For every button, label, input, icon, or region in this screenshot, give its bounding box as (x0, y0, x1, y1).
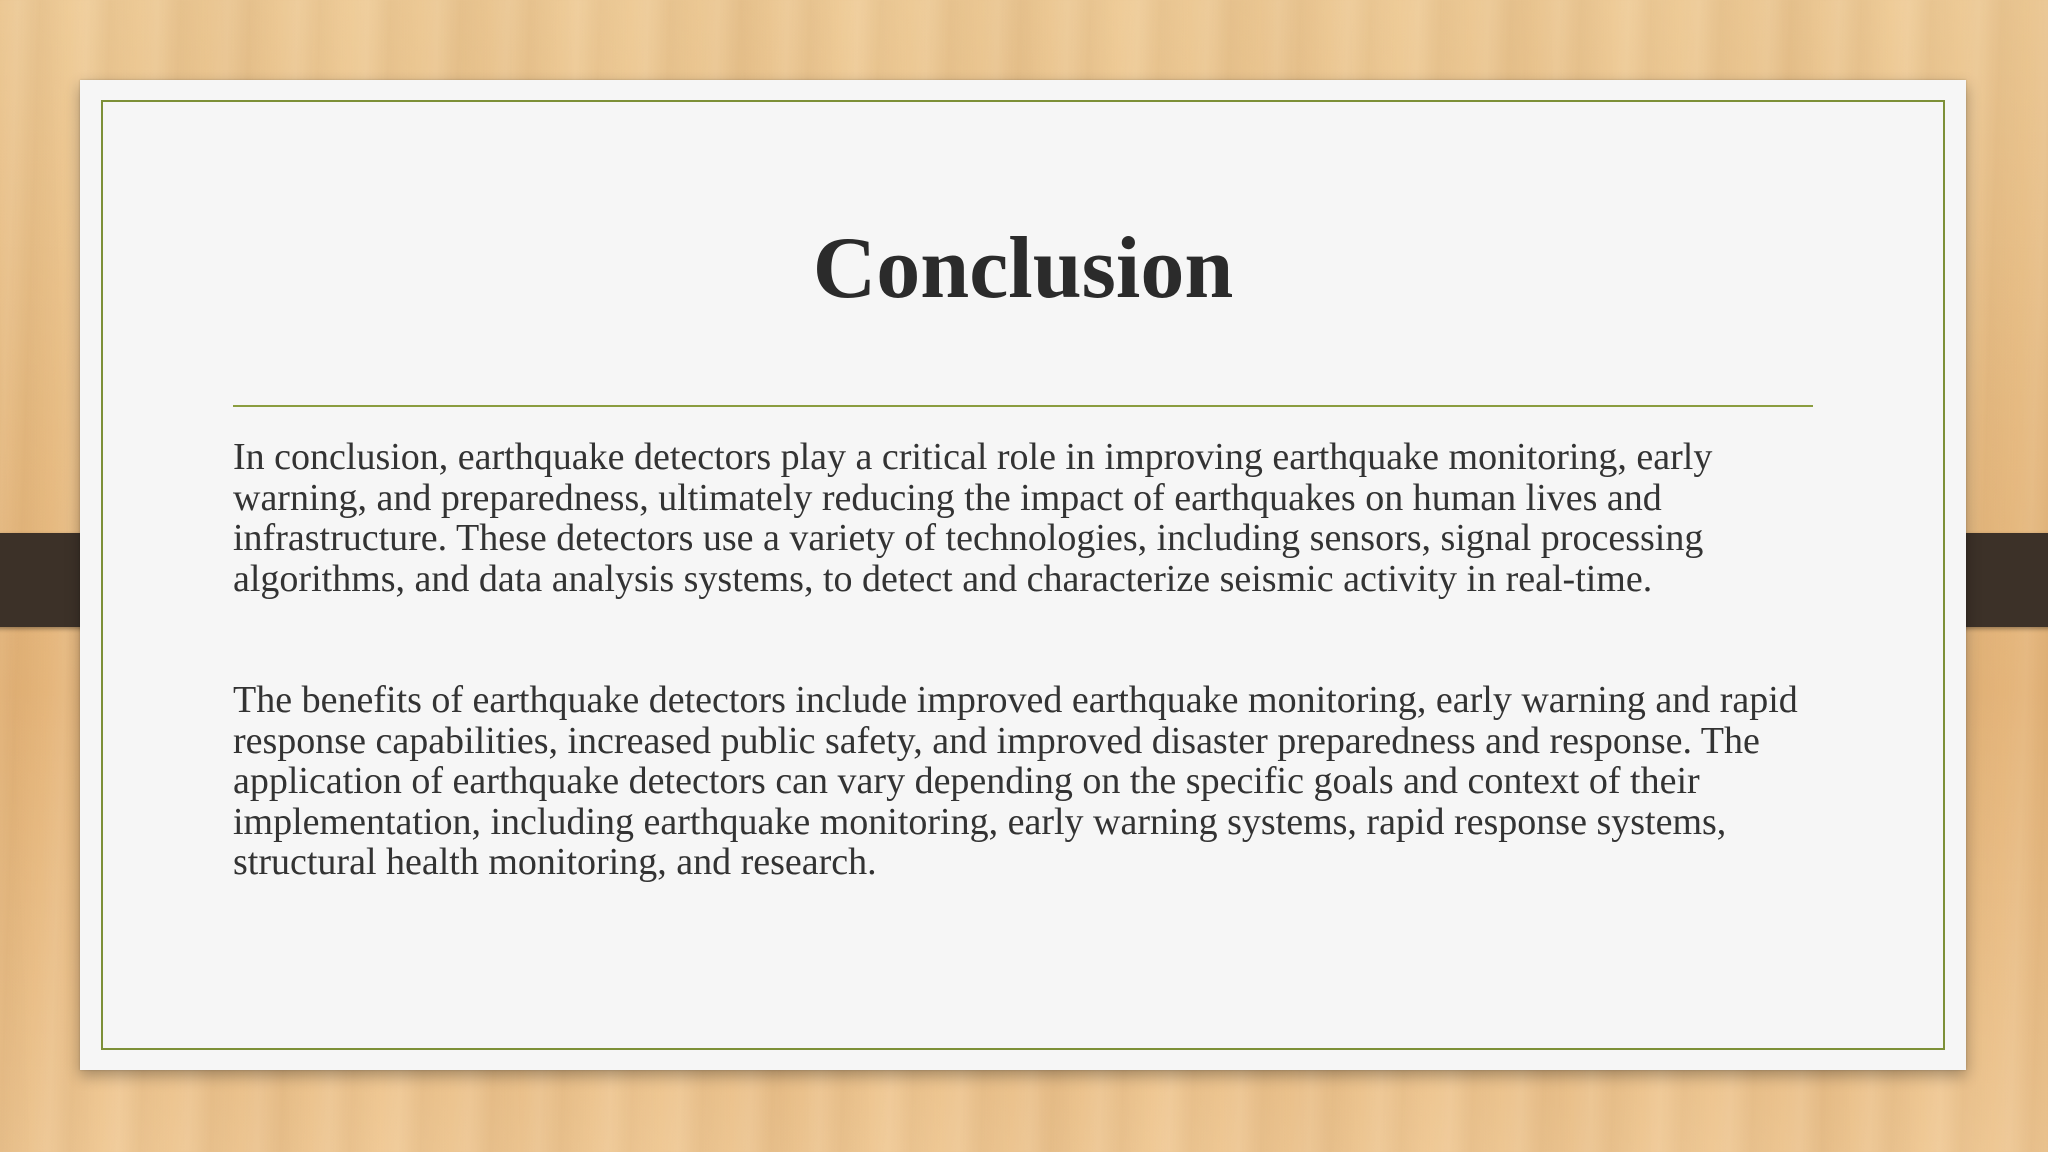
title-divider (233, 405, 1813, 407)
body-paragraph-2: The benefits of earthquake detectors include improved earthquake monitoring, early warning and rapid response capabilities, increased public safety, and improved disaster preparedness and response. The application of earthquake detectors can vary depending on the specific goals and context of their implementation, including earthquake monitoring, early warning systems, rapid response systems, structural health monitoring, and research. (233, 679, 1798, 883)
body-paragraph-1: In conclusion, earthquake detectors play a critical role in improving earthquake monitoring, early warning, and preparedness, ultimately reducing the impact of earthquakes on human lives and infrastructure. These detectors use a variety of technologies, including sensors, signal processing algorithms, and data analysis systems, to detect and characterize seismic activity in real-time. (233, 436, 1713, 600)
slide-title: Conclusion (812, 220, 1234, 317)
slide-card (80, 80, 1966, 1070)
slide-body (233, 437, 1826, 883)
